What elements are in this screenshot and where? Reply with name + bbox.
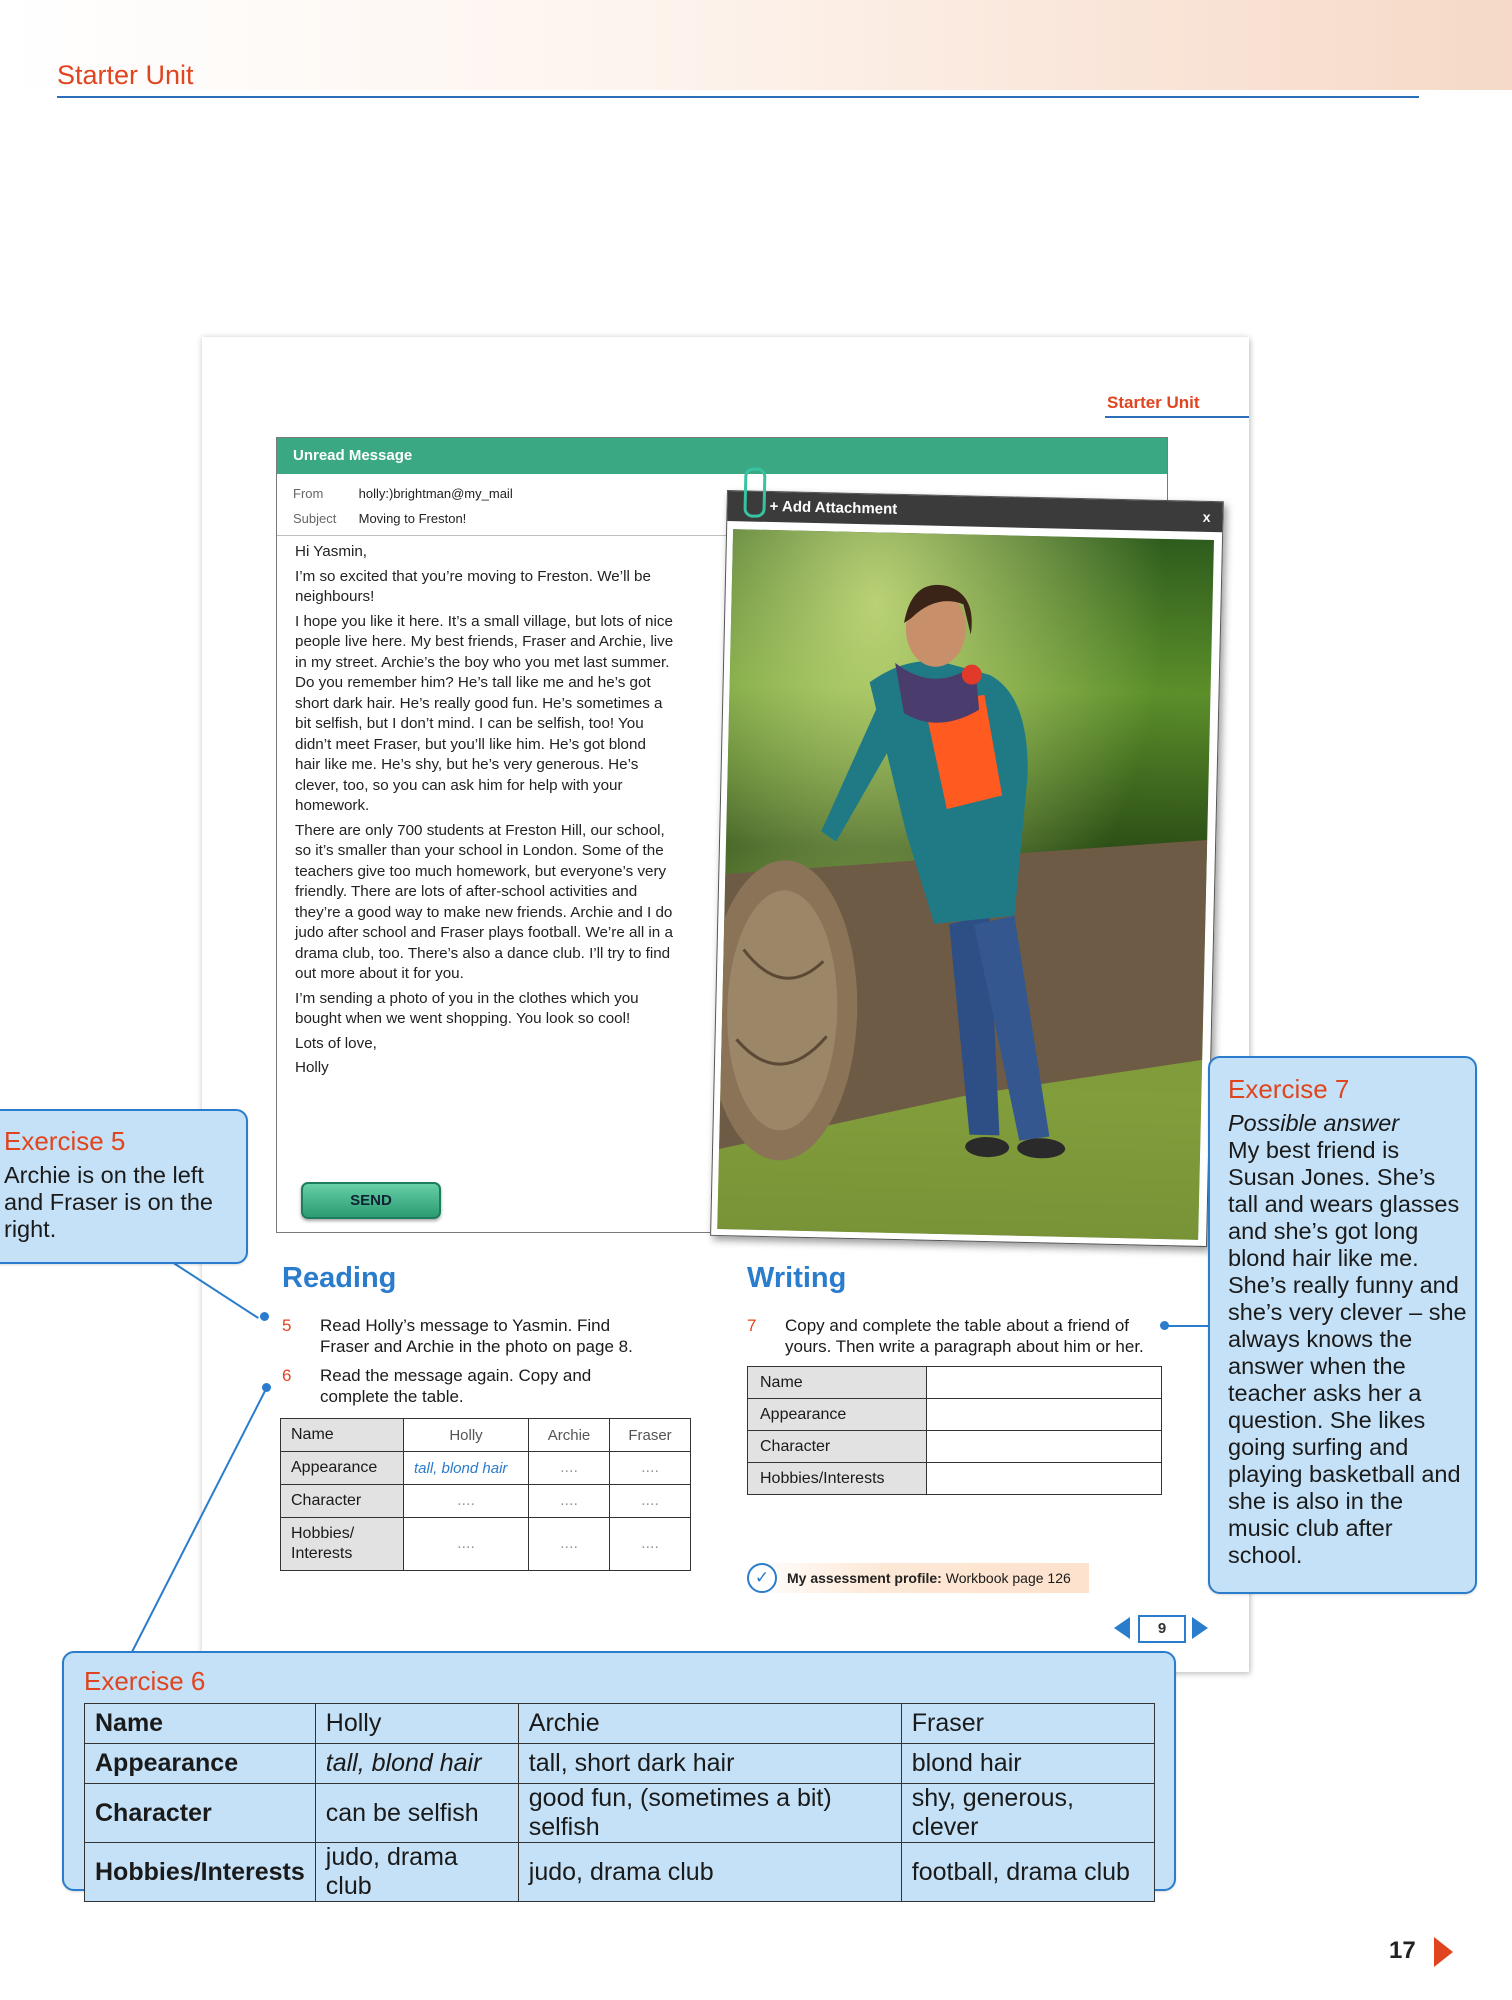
writing-title: Writing	[747, 1262, 847, 1294]
inner-header-rule	[1105, 416, 1249, 418]
table-row	[748, 1431, 1162, 1463]
email-title-bar: Unread Message	[277, 438, 1167, 474]
reading-table	[280, 1418, 691, 1571]
exercise-7-callout-text: My best friend is Susan Jones. She’s tall and wears glasses and she’s got long blond hair like me. She’s really funny and she’s very clever – she always knows the answer when the teacher asks her a question. She likes going surfing and playing basketball and she is also in the music club after school.	[1228, 1137, 1467, 1568]
email-signature: Holly	[295, 1059, 329, 1076]
table-cell: Archie	[529, 1419, 610, 1452]
assessment-label: My assessment profile:	[787, 1570, 942, 1586]
table-cell: ....	[610, 1485, 691, 1518]
table-cell	[927, 1367, 1162, 1399]
table-cell: Holly	[404, 1419, 529, 1452]
inner-page-number: 9	[1138, 1615, 1186, 1643]
table-cell: good fun, (sometimes a bit) selfish	[518, 1784, 901, 1843]
table-cell: football, drama club	[901, 1843, 1154, 1902]
header-rule	[57, 96, 1419, 98]
photo-girl-on-log	[717, 529, 1214, 1240]
writing-table	[747, 1366, 1162, 1495]
send-button[interactable]: SEND	[301, 1182, 441, 1219]
exercise-5	[282, 1315, 662, 1357]
exercise-7-callout-title: Exercise 7	[1228, 1074, 1350, 1104]
exercise-5-callout	[0, 1109, 248, 1264]
table-cell: ....	[404, 1485, 529, 1518]
reading-title: Reading	[282, 1262, 397, 1294]
table-row	[281, 1485, 691, 1518]
table-cell	[927, 1463, 1162, 1495]
table-cell: ....	[610, 1452, 691, 1485]
add-attachment-label[interactable]: + Add Attachment	[769, 497, 898, 518]
exercise-7	[747, 1315, 1157, 1357]
table-row	[281, 1518, 691, 1571]
assessment-profile	[747, 1563, 1089, 1593]
paperclip-icon	[743, 467, 766, 517]
close-icon[interactable]: x	[1202, 508, 1211, 525]
assessment-value: Workbook page 126	[945, 1570, 1071, 1586]
ex5-leader-dot	[260, 1312, 269, 1321]
table-cell: tall, blond hair	[315, 1744, 518, 1784]
table-cell: Name	[281, 1419, 404, 1452]
table-cell: Hobbies/ Interests	[281, 1518, 404, 1571]
student-book-page	[202, 337, 1249, 1672]
ex7-leader-line	[1166, 1325, 1209, 1327]
from-label: From	[293, 486, 324, 501]
exercise-5-callout-text: Archie is on the left and Fraser is on the right.	[4, 1162, 213, 1242]
photo-illustration	[717, 529, 1214, 1240]
table-cell: Hobbies/Interests	[85, 1843, 316, 1902]
table-cell: Holly	[315, 1704, 518, 1744]
email-greeting: Hi Yasmin,	[295, 543, 368, 560]
exercise-5-text: Read Holly’s message to Yasmin. Find Fraser and Archie in the photo on page 8.	[320, 1316, 633, 1356]
table-cell: ....	[529, 1452, 610, 1485]
table-cell: judo, drama club	[315, 1843, 518, 1902]
email-signoff: Lots of love,	[295, 1034, 377, 1052]
table-cell: tall, blond hair	[404, 1452, 529, 1485]
table-cell: Character	[748, 1431, 927, 1463]
table-cell: Hobbies/Interests	[748, 1463, 927, 1495]
exercise-5-number: 5	[282, 1316, 292, 1335]
table-row	[85, 1744, 1155, 1784]
email-meta	[293, 481, 513, 531]
exercise-6-callout	[62, 1651, 1176, 1900]
table-cell: Archie	[518, 1704, 901, 1744]
table-cell: Appearance	[748, 1399, 927, 1431]
subject-label: Subject	[293, 511, 337, 526]
exercise-7-callout-subtitle: Possible answer	[1228, 1110, 1400, 1136]
table-cell: Name	[748, 1367, 927, 1399]
exercise-6-number: 6	[282, 1366, 292, 1385]
table-cell: ....	[529, 1485, 610, 1518]
inner-unit-header: Starter Unit	[1107, 393, 1200, 412]
unit-header: Starter Unit	[57, 60, 194, 90]
table-row	[85, 1704, 1155, 1744]
email-paragraph-3: There are only 700 students at Freston Hill, our school, so it’s smaller than your school in London. Some of the teachers give too much homework, but everyone’s very friendly. There are lots of after-school activities and they’re a good way to make new friends. Archie and I do judo after school and Fraser plays football. We’re all in a drama club, too. There’s also a dance club. I’ll try to find out more about it for you.	[295, 821, 673, 982]
table-cell: ....	[610, 1518, 691, 1571]
exercise-6	[282, 1365, 662, 1407]
attachment-window	[710, 490, 1224, 1247]
prev-page-icon[interactable]	[1114, 1617, 1130, 1639]
exercise-5-callout-title: Exercise 5	[4, 1126, 126, 1156]
exercise-6-callout-title: Exercise 6	[84, 1666, 206, 1696]
email-from-row	[293, 481, 513, 506]
table-cell	[927, 1399, 1162, 1431]
table-cell: Character	[85, 1784, 316, 1843]
table-row	[281, 1419, 691, 1452]
table-cell: Appearance	[85, 1744, 316, 1784]
table-cell: shy, generous, clever	[901, 1784, 1154, 1843]
table-cell	[927, 1431, 1162, 1463]
table-cell: can be selfish	[315, 1784, 518, 1843]
table-row	[281, 1452, 691, 1485]
email-paragraph-2: I hope you like it here. It’s a small village, but lots of nice people live here. My best friends, Fraser and Archie, live in my street. Archie’s the boy who you met last summer. Do you remember him? He’s tall like me and he’s got short dark hair. He’s really good fun. He’s sometimes a bit selfish, but I don’t mind. I can be selfish, too! You didn’t meet Fraser, but you’ll like him. He’s got blond hair like me. He’s shy, but he’s very generous. He’s clever, too, so you can ask him for help with your homework.	[295, 612, 674, 814]
from-value: holly:)brightman@my_mail	[358, 486, 513, 501]
table-row	[85, 1784, 1155, 1843]
next-page-arrow-icon[interactable]	[1434, 1937, 1453, 1967]
table-cell: blond hair	[901, 1744, 1154, 1784]
exercise-7-text: Copy and complete the table about a friend of yours. Then write a paragraph about him or her.	[785, 1316, 1144, 1356]
table-cell: Name	[85, 1704, 316, 1744]
ex7-leader-dot	[1160, 1321, 1169, 1330]
table-cell: Fraser	[901, 1704, 1154, 1744]
table-row	[748, 1399, 1162, 1431]
table-cell: Appearance	[281, 1452, 404, 1485]
table-cell: judo, drama club	[518, 1843, 901, 1902]
ex6-leader-dot	[262, 1383, 271, 1392]
table-row	[85, 1843, 1155, 1902]
page-number: 17	[1389, 1937, 1416, 1964]
exercise-7-number: 7	[747, 1316, 757, 1335]
email-subject-row	[293, 506, 513, 531]
checkmark-icon: ✓	[747, 1563, 777, 1593]
table-cell: Fraser	[610, 1419, 691, 1452]
exercise-6-answer-table	[84, 1703, 1155, 1902]
email-body	[295, 542, 675, 1083]
table-cell: ....	[529, 1518, 610, 1571]
table-row	[748, 1463, 1162, 1495]
subject-value: Moving to Freston!	[358, 511, 467, 526]
exercise-7-callout	[1208, 1056, 1477, 1594]
exercise-6-text: Read the message again. Copy and complete the table.	[320, 1366, 592, 1406]
table-cell: Character	[281, 1485, 404, 1518]
table-cell: ....	[404, 1518, 529, 1571]
next-page-icon[interactable]	[1192, 1617, 1208, 1639]
top-wash	[0, 0, 1512, 90]
email-paragraph-4: I’m sending a photo of you in the clothes which you bought when we went shopping. You look so cool!	[295, 989, 639, 1027]
email-paragraph-1: I’m so excited that you’re moving to Freston. We’ll be neighbours!	[295, 567, 651, 605]
table-cell: tall, short dark hair	[518, 1744, 901, 1784]
table-row	[748, 1367, 1162, 1399]
